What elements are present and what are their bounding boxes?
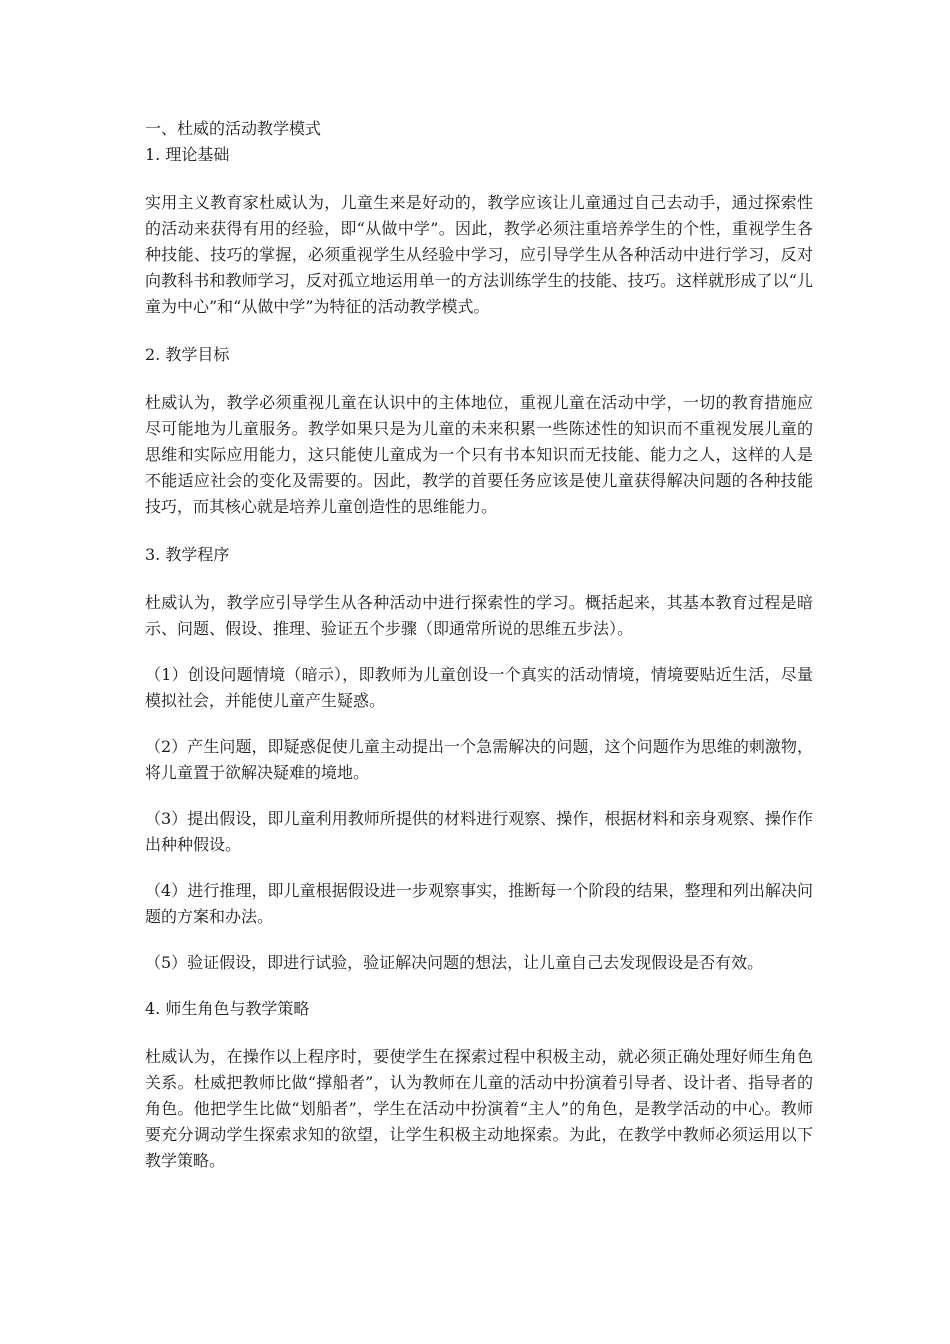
paragraph-theory-basis: 实用主义教育家杜威认为，儿童生来是好动的，教学应该让儿童通过自己去动手，通过探索性的活动来获得有用的经验，即“从做中学”。因此，教学必须注重培养学生的个性，重视学生各种技能、技巧的掌握，必须重视学生从经验中学习，应引导学生从各种活动中进行学习，反对向教科书和教师学习，反对孤立地运用单一的方法训练学生的技能、技巧。这样就形成了以“儿童为中心”和“从做中学”为特征的活动教学模式。 <box>145 193 813 316</box>
subheading-teaching-procedure: 3. 教学程序 <box>145 545 230 564</box>
procedure-step-2: （2）产生问题，即疑惑促使儿童主动提出一个急需解决的问题，这个问题作为思维的刺激物，将儿童置于欲解决疑难的境地。 <box>145 737 813 782</box>
subheading-teaching-goals: 2. 教学目标 <box>145 345 230 364</box>
section-title: 一、杜威的活动教学模式 <box>145 119 322 138</box>
procedure-step-1: （1）创设问题情境（暗示），即教师为儿童创设一个真实的活动情境，情境要贴近生活，尽量模拟社会，并能使儿童产生疑惑。 <box>145 665 813 710</box>
procedure-step-4: （4）进行推理，即儿童根据假设进一步观察事实，推断每一个阶段的结果，整理和列出解决问题的方案和办法。 <box>145 881 813 926</box>
paragraph-roles-strategies: 杜威认为，在操作以上程序时，要使学生在探索过程中积极主动，就必须正确处理好师生角色关系。杜威把教师比做“撑船者”，认为教师在儿童的活动中扮演着引导者、设计者、指导者的角色。他把学生比做“划船者”，学生在活动中扮演着“主人”的角色，是教学活动的中心。教师要充分调动学生探索求知的欲望，让学生积极主动地探索。为此，在教学中教师必须运用以下教学策略。 <box>145 1047 813 1170</box>
subheading-roles-strategies: 4. 师生角色与教学策略 <box>145 999 310 1018</box>
procedure-step-5: （5）验证假设，即进行试验，验证解决问题的想法，让儿童自己去发现假设是否有效。 <box>145 953 764 972</box>
subheading-theory-basis: 1. 理论基础 <box>145 145 230 164</box>
paragraph-teaching-goals: 杜威认为，教学必须重视儿童在认识中的主体地位，重视儿童在活动中学，一切的教育措施应尽可能地为儿童服务。教学如果只是为儿童的未来积累一些陈述性的知识而不重视发展儿童的思维和实际应用能力，这只能使儿童成为一个只有书本知识而无技能、能力之人，这样的人是不能适应社会的变化及需要的。因此，教学的首要任务应该是使儿童获得解决问题的各种技能技巧，而其核心就是培养儿童创造性的思维能力。 <box>145 393 813 516</box>
paragraph-teaching-procedure: 杜威认为，教学应引导学生从各种活动中进行探索性的学习。概括起来，其基本教育过程是暗示、问题、假设、推理、验证五个步骤（即通常所说的思维五步法）。 <box>145 593 813 638</box>
procedure-step-3: （3）提出假设，即儿童利用教师所提供的材料进行观察、操作，根据材料和亲身观察、操作作出种种假设。 <box>145 809 813 854</box>
document-body <box>145 116 813 1174</box>
